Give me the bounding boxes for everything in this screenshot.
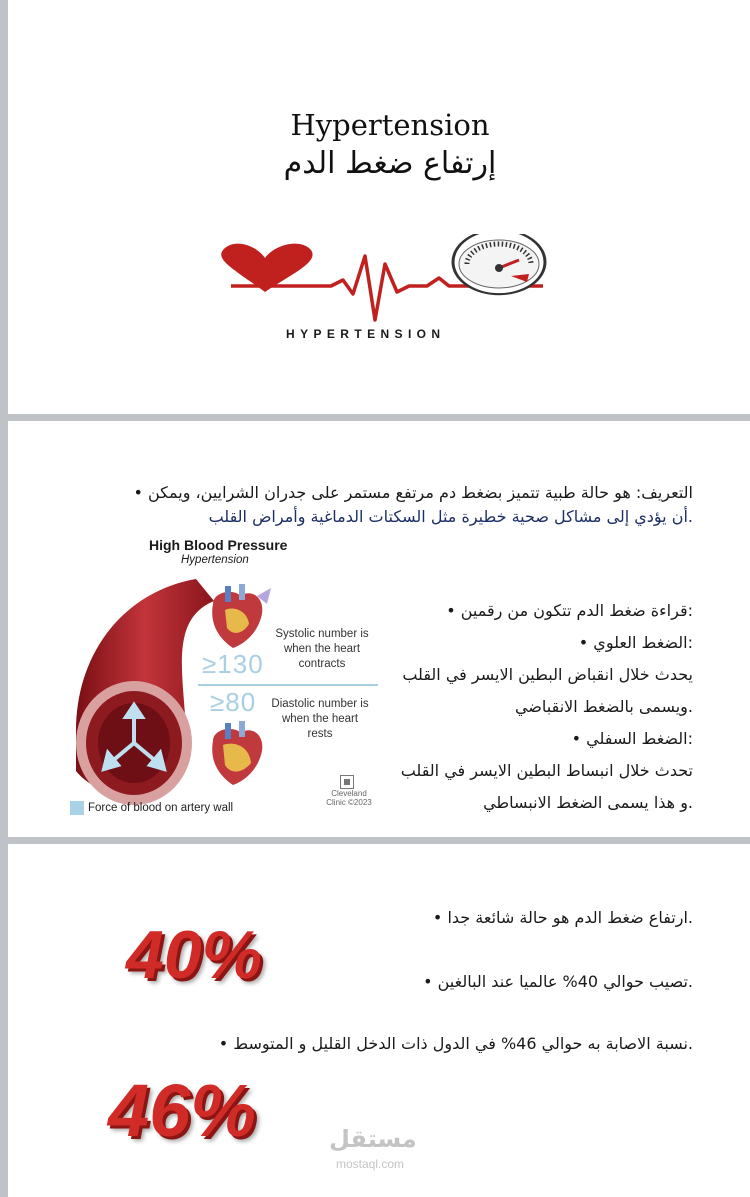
point-3: يحدث خلال انقباض البطين الايسر في القلب [402, 665, 693, 684]
definition-line-2: .أن يؤدي إلى مشاكل صحية خطيرة مثل السكتات الدماغية وأمراض القلب [208, 507, 693, 526]
point-7: .و هذا يسمى الضغط الانبساطي [483, 793, 693, 812]
stat-point-2: .تصيب حوالي 40% عالميا عند البالغين • [423, 972, 693, 991]
heart-contracting-icon [203, 584, 273, 654]
title-english: Hypertension [290, 108, 490, 142]
artery-illustration [66, 571, 216, 811]
title-arabic: إرتفاع ضغط الدم [283, 146, 497, 181]
point-2: :الضغط العلوي • [578, 633, 693, 652]
watermark-logo: مستقل [329, 1125, 417, 1153]
definition-line-1: التعريف: هو حالة طبية تتميز بضغط دم مرتفع مستمر على جدران الشرايين، ويمكن • [133, 483, 693, 502]
systolic-value: ≥130 [202, 649, 264, 679]
point-5: :الضغط السفلي • [571, 729, 693, 748]
diastolic-label: Diastolic number is when the heart rests [271, 698, 369, 740]
stat-point-1: .ارتفاع ضغط الدم هو حالة شائعة جدا • [432, 908, 693, 927]
hypertension-logo-graphic [213, 234, 553, 324]
big-percent-46: 46% [108, 1069, 257, 1152]
image-credit: Cleveland Clinic ©2023 [326, 789, 372, 807]
point-6: تحدث خلال انبساط البطين الايسر في القلب [400, 761, 693, 780]
legend-swatch [70, 801, 84, 815]
slide-definition [8, 421, 750, 837]
pressure-gauge-icon [453, 234, 545, 294]
heart-resting-icon [203, 721, 273, 791]
slide-statistics [8, 844, 750, 1197]
slide-title [8, 0, 750, 414]
big-percent-40: 40% [126, 917, 263, 993]
diastolic-value: ≥80 [210, 687, 257, 717]
systolic-label: Systolic number is when the heart contracts [275, 628, 369, 670]
divider-line [198, 684, 378, 686]
cleveland-clinic-logo-icon [340, 775, 354, 789]
logo-wordmark: HYPERTENSION [286, 327, 446, 341]
image-subtitle: Hypertension [181, 554, 249, 566]
point-1: :قراءة ضغط الدم تتكون من رقمين • [446, 601, 693, 620]
image-title: High Blood Pressure [149, 537, 288, 553]
point-4: .ويسمى بالضغط الانقباضي [514, 697, 693, 716]
watermark-url: mostaql.com [336, 1157, 405, 1171]
legend-text: Force of blood on artery wall [88, 802, 234, 814]
stat-point-3: .نسبة الاصابة به حوالي 46% في الدول ذات الدخل القليل و المتوسط • [218, 1034, 693, 1053]
